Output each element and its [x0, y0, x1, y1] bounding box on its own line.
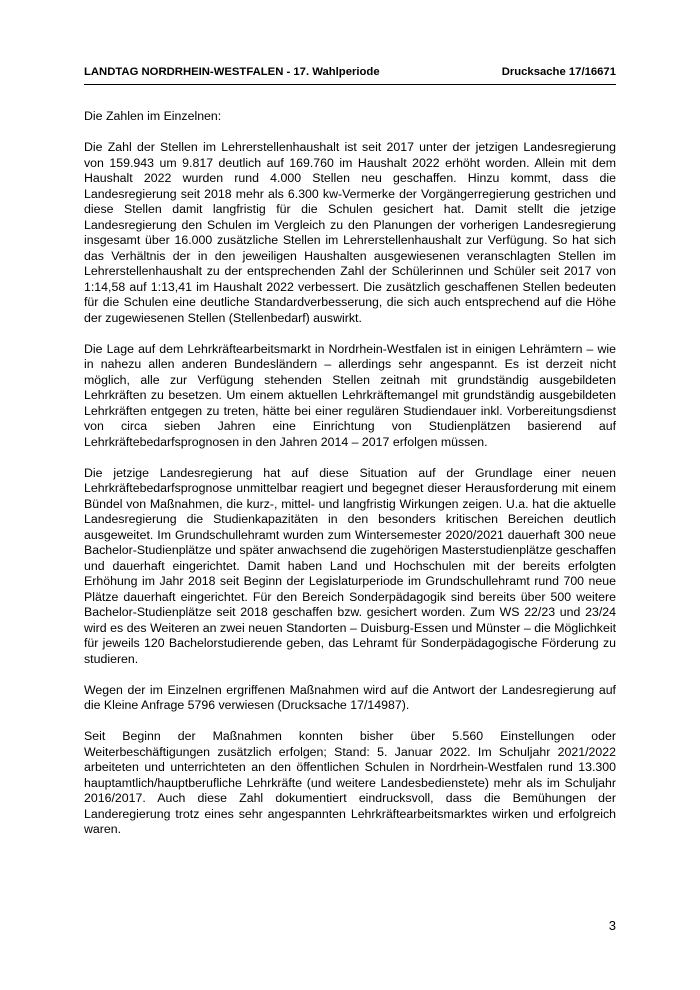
paragraph-reference: Wegen der im Einzelnen ergriffenen Maßnahmen wird auf die Antwort der Landesregierung auf die Kleine Anfrage 5796 verwiesen (Drucksache 17/14987).: [84, 682, 616, 712]
paragraph-labor-market: Die Lage auf dem Lehrkräftearbeitsmarkt in Nordrhein-Westfalen ist in einigen Lehrämtern – wie in nahezu allen anderen Bundesländern – allerdings sehr angespannt. Es ist derzeit nicht möglich, alle zur Verfügung stehenden Stellen zeitnah mit grundständig ausgebildeten Lehrkräften zu besetzen. Um einem aktuellen Lehrkräftemangel mit grundständig ausgebildeten Lehrkräften entgegen zu treten, hätte bei einer regulären Studiendauer inkl. Vorbereitungsdienst von circa sieben Jahren eine Einrichtung von Studienplätzen basierend auf Lehrkräftebedarfsprognosen in den Jahren 2014 – 2017 erfolgen müssen.: [84, 341, 616, 449]
paragraph-measures: Die jetzige Landesregierung hat auf diese Situation auf der Grundlage einer neuen Lehrkräftebedarfsprognose unmittelbar reagiert und begegnet dieser Herausforderung mit einem Bündel von Maßnahmen, die kurz-, mittel- und langfristig Wirkungen zeigen. U.a. hat die aktuelle Landesregierung die Studienkapazitäten in den besonders kritischen Bereichen deutlich ausgeweitet. Im Grundschullehramt wurden zum Wintersemester 2020/2021 dauerhaft 300 neue Bachelor-Studienplätze und später anwachsend die zugehörigen Masterstudienplätze geschaffen und dauerhaft eingerichtet. Damit haben Land und Hochschulen mit der bereits erfolgten Erhöhung im Jahr 2018 seit Beginn der Legislaturperiode im Grundschullehramt rund 700 neue Plätze dauerhaft eingerichtet. Für den Bereich Sonderpädagogik sind bereits über 500 weitere Bachelor-Studienplätze seit 2018 geschaffen bzw. gesichert worden. Zum WS 22/23 und 23/24 wird es des Weiteren an zwei neuen Standorten – Duisburg-Essen und Münster – die Möglichkeit für jeweils 120 Bachelorstudierende geben, das Lehramt für Sonderpädagogische Förderung zu studieren.: [84, 465, 616, 666]
header-document-number: Drucksache 17/16671: [501, 66, 616, 78]
page-header: [84, 66, 616, 78]
header-title: LANDTAG NORDRHEIN-WESTFALEN - 17. Wahlperiode: [84, 66, 380, 78]
header-rule: [84, 84, 616, 85]
intro-text: Die Zahlen im Einzelnen:: [84, 109, 222, 123]
document-body: [84, 109, 616, 853]
page-number: 3: [608, 918, 616, 933]
paragraph-hiring: Seit Beginn der Maßnahmen konnten bisher über 5.560 Einstellungen oder Weiterbeschäftigungen zusätzlich erfolgen; Stand: 5. Januar 2022. Im Schuljahr 2021/2022 arbeiteten und unterrichteten an den öffentlichen Schulen in Nordrhein-Westfalen rund 13.300 hauptamtlich/hauptberufliche Lehrkräfte (und weitere Landesbedienstete) mehr als im Schuljahr 2016/2017. Auch diese Zahl dokumentiert eindrucksvoll, dass die Bemühungen der Landeregierung trotz eines sehr angespannten Lehrkräftearbeitsmarktes wirken und erfolgreich waren.: [84, 729, 616, 836]
paragraph-staffing: Die Zahl der Stellen im Lehrerstellenhaushalt ist seit 2017 unter der jetzigen Landesregierung von 159.943 um 9.817 deutlich auf 169.760 im Haushalt 2022 erhöht worden. Allein mit dem Haushalt 2022 wurden rund 4.000 Stellen neu geschaffen. Hinzu kommt, dass die Landesregierung seit 2018 mehr als 6.300 kw-Vermerke der Vorgängerregierung gestrichen und diese Stellen damit langfristig für die Schulen gesichert hat. Damit stellt die jetzige Landesregierung den Schulen im Vergleich zu den Planungen der vorherigen Landesregierung insgesamt über 16.000 zusätzliche Stellen im Lehrerstellenhaushalt zur Verfügung. So hat sich das Verhältnis der in den jeweiligen Haushalten ausgewiesenen veranschlagten Stellen im Lehrerstellenhaushalt zu der entsprechenden Zahl der Schülerinnen und Schüler seit 2017 von 1:14,58 auf 1:13,41 im Haushalt 2022 verbessert. Die zusätzlich geschaffenen Stellen bedeuten für die Schulen eine deutliche Standardverbesserung, die sich auch entsprechend auf die Höhe der zugewiesenen Stellen (Stellenbedarf) auswirkt.: [84, 140, 616, 325]
